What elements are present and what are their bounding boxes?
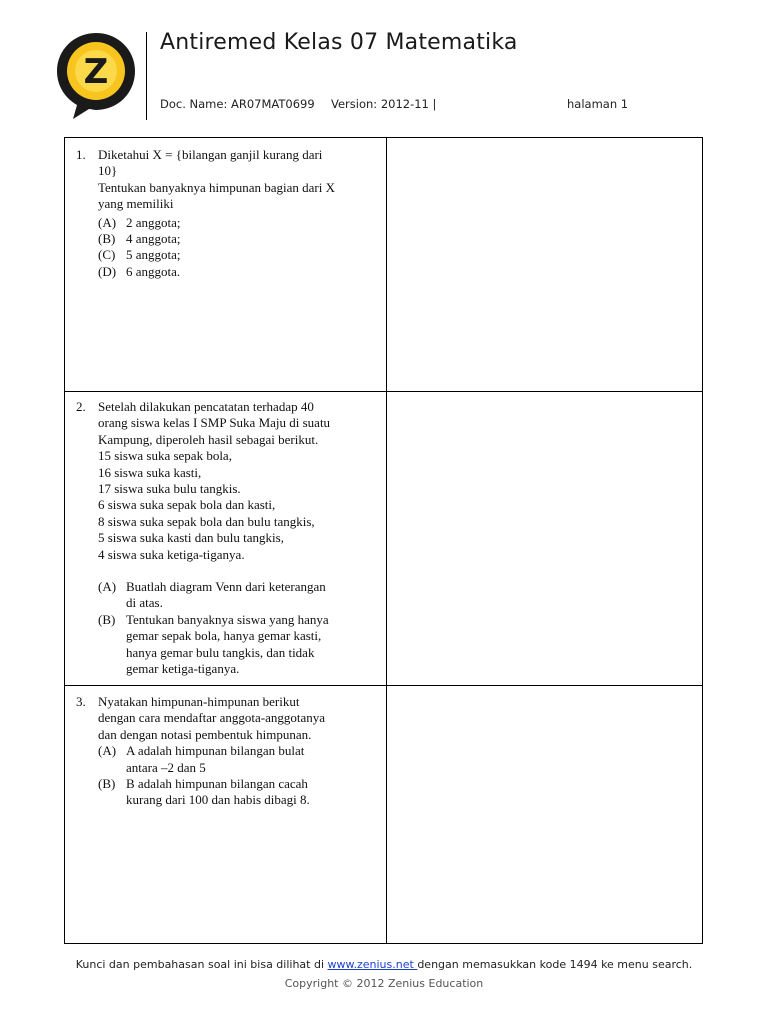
question-text: Setelah dilakukan pencatatan terhadap 40 orang siswa kelas I SMP Suka Maju di suatu Kampung, diperoleh hasil sebagai berikut. xyxy=(98,399,331,447)
question-number: 3. xyxy=(76,694,86,709)
option-label: (D) xyxy=(98,263,117,279)
answer-options xyxy=(98,743,376,809)
survey-results-list: 15 siswa suka sepak bola, 16 siswa suka kasti, 17 siswa suka bulu tangkis. 6 siswa suka sepak bola dan kasti, 8 siswa suka sepak bola dan bulu tangkis, 5 siswa suka kasti dan bulu tangkis, 4 siswa suka ketiga-tiganya. xyxy=(98,448,315,562)
option-text: 2 anggota; xyxy=(126,214,181,230)
option-label: (B) xyxy=(98,776,116,792)
footer-note xyxy=(0,958,768,971)
option-text: Buatlah diagram Venn dari keterangan di atas. xyxy=(126,579,326,611)
option-text: 5 anggota; xyxy=(126,247,181,263)
question-3 xyxy=(76,694,376,809)
option-b xyxy=(98,231,376,247)
question-text: Diketahui X = {bilangan ganjil kurang dari 10} Tentukan banyaknya himpunan bagian dari X yang memiliki xyxy=(98,147,335,212)
question-number: 1. xyxy=(76,147,86,162)
option-c xyxy=(98,247,376,263)
logo-letter: Z xyxy=(83,52,109,92)
option-label: (A) xyxy=(98,214,117,230)
option-label: (B) xyxy=(98,611,116,627)
question-number: 2. xyxy=(76,399,86,414)
option-b xyxy=(98,776,376,809)
page-title: Antiremed Kelas 07 Matematika xyxy=(160,30,518,55)
option-label: (A) xyxy=(98,743,117,759)
option-label: (A) xyxy=(98,579,117,595)
question-text: Nyatakan himpunan-himpunan berikut dengan cara mendaftar anggota-anggotanya dan dengan notasi pembentuk himpunan. xyxy=(98,694,326,742)
answer-options xyxy=(98,215,376,281)
zenius-logo xyxy=(53,30,139,122)
answer-options xyxy=(98,579,376,677)
page-number: halaman 1 xyxy=(567,97,629,111)
option-text: A adalah himpunan bilangan bulat antara –2 dan 5 xyxy=(126,743,305,775)
row-divider-1 xyxy=(64,391,703,392)
row-divider-2 xyxy=(64,685,703,686)
footer-suffix: dengan memasukkan kode 1494 ke menu search. xyxy=(417,958,693,971)
option-text: Tentukan banyaknya siswa yang hanya gemar sepak bola, hanya gemar kasti, hanya gemar bulu tangkis, dan tidak gemar ketiga-tiganya. xyxy=(126,611,329,677)
option-text: B adalah himpunan bilangan cacah kurang dari 100 dan habis dibagi 8. xyxy=(126,776,310,808)
option-a xyxy=(98,215,376,231)
option-text: 4 anggota; xyxy=(126,231,181,247)
copyright: Copyright © 2012 Zenius Education xyxy=(284,977,484,990)
option-d xyxy=(98,264,376,280)
zenius-link[interactable]: www.zenius.net xyxy=(327,958,418,971)
question-2 xyxy=(76,399,376,678)
header-divider xyxy=(146,32,147,120)
footer-prefix: Kunci dan pembahasan soal ini bisa dilihat di xyxy=(75,958,328,971)
option-text: 6 anggota. xyxy=(126,263,181,279)
option-a xyxy=(98,579,376,612)
option-label: (B) xyxy=(98,231,116,247)
option-label: (C) xyxy=(98,247,116,263)
doc-name: Doc. Name: AR07MAT0699 xyxy=(160,97,315,111)
option-a xyxy=(98,743,376,776)
option-b xyxy=(98,612,376,678)
doc-version: Version: 2012-11 | xyxy=(331,97,437,111)
column-divider xyxy=(386,137,387,944)
question-1 xyxy=(76,147,376,280)
